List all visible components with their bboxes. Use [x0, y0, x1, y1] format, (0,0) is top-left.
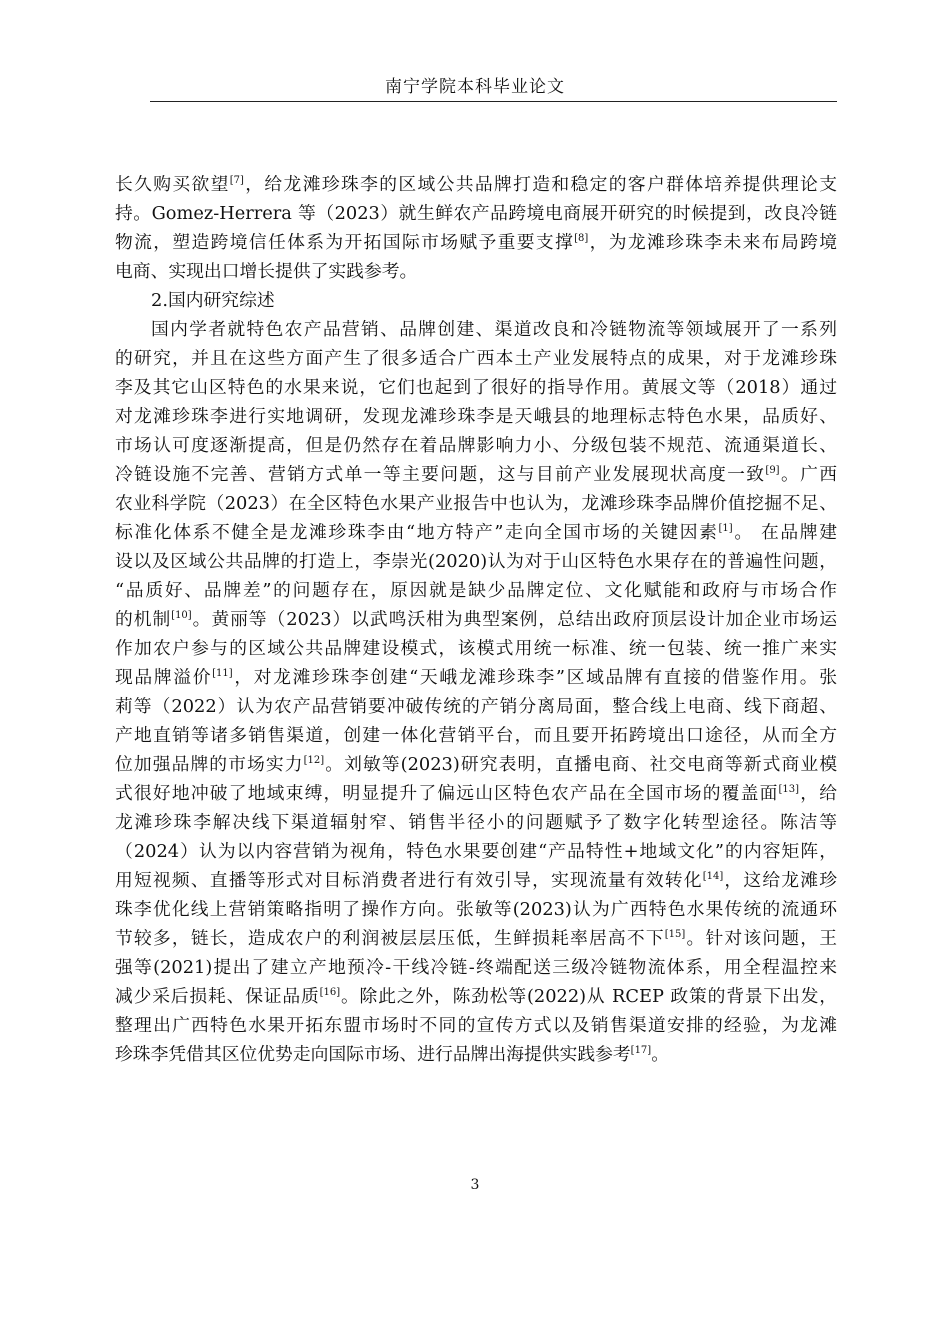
text-segment: 电商、实现出口增长提供了实践参考。 — [115, 261, 418, 282]
text-line — [115, 808, 837, 837]
text-segment: ，对龙滩珍珠李创建“天峨龙滩珍珠李”区域品牌有直接的借鉴作用。张 — [232, 667, 837, 688]
text-segment: 节较多，链长，造成农户的利润被层层压低，生鲜损耗率居高不下 — [115, 928, 665, 949]
text-segment: 。除此之外，陈劲松等(2022)从 RCEP 政策的背景下出发， — [340, 986, 837, 1007]
text-line — [115, 953, 837, 982]
citation-marker: [10] — [171, 610, 192, 621]
text-segment: 式很好地冲破了地域束缚，明显提升了偏远山区特色农产品在全国市场的覆盖面 — [115, 783, 779, 804]
text-segment: 。针对该问题，王 — [685, 928, 837, 949]
text-segment: 2.国内研究综述 — [151, 290, 275, 311]
text-line — [115, 170, 837, 199]
citation-marker: [16] — [319, 987, 341, 998]
text-line — [115, 692, 837, 721]
text-segment: ，这给龙滩珍 — [723, 870, 837, 891]
header-divider — [150, 101, 837, 102]
text-line — [115, 634, 837, 663]
text-segment: 产地直销等诸多销售渠道，创建一体化营销平台，而且要开拓跨境出口途径，从而全方 — [115, 725, 837, 746]
text-line — [115, 199, 837, 228]
text-segment: “品质好、品牌差”的问题存在，原因就是缺少品牌定位、文化赋能和政府与市场合作 — [115, 580, 837, 601]
citation-marker: [11] — [212, 668, 233, 679]
text-line — [115, 460, 837, 489]
text-line — [115, 489, 837, 518]
citation-marker: [14] — [702, 871, 724, 882]
text-line — [115, 605, 837, 634]
text-line — [115, 315, 837, 344]
text-segment: 用短视频、直播等形式对目标消费者进行有效引导，实现流量有效转化 — [115, 870, 703, 891]
text-segment: 农业科学院（2023）在全区特色水果产业报告中也认为，龙滩珍珠李品牌价值挖掘不足、 — [115, 493, 837, 514]
page-number: 3 — [470, 1177, 480, 1193]
text-segment: 市场认可度逐渐提高，但是仍然存在着品牌影响力小、分级包装不规范、流通渠道长、 — [115, 435, 837, 456]
text-segment: 现品牌溢价 — [115, 667, 213, 688]
text-line — [115, 344, 837, 373]
citation-marker: [9] — [765, 465, 780, 476]
text-segment: ，为龙滩珍珠李未来布局跨境 — [588, 232, 837, 253]
text-line — [115, 576, 837, 605]
text-line — [115, 663, 837, 692]
text-segment: 标准化体系不健全是龙滩珍珠李由“地方特产”走向全国市场的关键因素 — [115, 522, 719, 543]
text-segment: 。广西 — [779, 464, 837, 485]
text-line — [115, 837, 837, 866]
text-segment: 。 — [651, 1044, 669, 1065]
text-segment: 设以及区域公共品牌的打造上，李崇光(2020)认为对于山区特色水果存在的普遍性问题， — [115, 551, 837, 572]
text-segment: 莉等（2022）认为农产品营销要冲破传统的产销分离局面，整合线上电商、线下商超、 — [115, 696, 837, 717]
text-line — [115, 431, 837, 460]
text-line — [115, 1011, 837, 1040]
header-title: 南宁学院本科毕业论文 — [385, 77, 565, 97]
text-line — [115, 750, 837, 779]
text-segment: 对龙滩珍珠李进行实地调研，发现龙滩珍珠李是天峨县的地理标志特色水果，品质好、 — [115, 406, 837, 427]
text-segment: 作加农户参与的区域公共品牌建设模式，该模式用统一标准、统一包装、统一推广来实 — [115, 638, 837, 659]
text-segment: 龙滩珍珠李解决线下渠道辐射窄、销售半径小的问题赋予了数字化转型途径。陈洁等 — [115, 812, 837, 833]
citation-marker: [8] — [574, 233, 589, 244]
text-line — [115, 228, 837, 257]
text-segment: 整理出广西特色水果开拓东盟市场时不同的宣传方式以及销售渠道安排的经验，为龙滩 — [115, 1015, 837, 1036]
citation-marker: [7] — [229, 175, 244, 186]
text-line — [115, 547, 837, 576]
text-line — [115, 779, 837, 808]
text-segment: 。刘敏等(2023)研究表明，直播电商、社交电商等新式商业模 — [324, 754, 837, 775]
text-segment: 的研究，并且在这些方面产生了很多适合广西本土产业发展特点的成果，对于龙滩珍珠 — [115, 348, 837, 369]
text-line — [115, 924, 837, 953]
text-segment: 位加强品牌的市场实力 — [115, 754, 304, 775]
text-segment: 李及其它山区特色的水果来说，它们也起到了很好的指导作用。黄展文等（2018）通过 — [115, 377, 837, 398]
citation-marker: [12] — [303, 755, 325, 766]
text-line — [115, 721, 837, 750]
text-segment: 持。Gomez-Herrera 等（2023）就生鲜农产品跨境电商展开研究的时候提到，改良冷链 — [115, 203, 837, 224]
text-segment: （2024）认为以内容营销为视角，特色水果要创建“产品特性+地域文化”的内容矩阵， — [115, 841, 837, 862]
text-segment: 冷链设施不完善、营销方式单一等主要问题，这与目前产业发展现状高度一致 — [115, 464, 766, 485]
citation-marker: [1] — [718, 523, 733, 534]
text-segment: 。黄丽等（2023）以武鸣沃柑为典型案例，总结出政府顶层设计加企业市场运 — [191, 609, 837, 630]
text-segment: 强等(2021)提出了建立产地预冷-干线冷链-终端配送三级冷链物流体系，用全程温控来 — [115, 957, 837, 978]
text-line — [115, 982, 837, 1011]
text-segment: 。 在品牌建 — [732, 522, 837, 543]
citation-marker: [15] — [664, 929, 686, 940]
text-line — [115, 1040, 837, 1069]
text-line — [115, 895, 837, 924]
text-line — [115, 866, 837, 895]
text-line — [115, 257, 837, 286]
text-segment: ，给 — [799, 783, 837, 804]
text-segment: 物流，塑造跨境信任体系为开拓国际市场赋予重要支撑 — [115, 232, 575, 253]
citation-marker: [13] — [778, 784, 800, 795]
text-segment: ，给龙滩珍珠李的区域公共品牌打造和稳定的客户群体培养提供理论支 — [243, 174, 837, 195]
text-segment: 长久购买欲望 — [115, 174, 230, 195]
text-line — [115, 402, 837, 431]
text-line — [115, 518, 837, 547]
text-line — [115, 373, 837, 402]
text-segment: 珠李优化线上营销策略指明了操作方向。张敏等(2023)认为广西特色水果传统的流通环 — [115, 899, 837, 920]
text-segment: 减少采后损耗、保证品质 — [115, 986, 320, 1007]
body-text — [115, 170, 837, 1069]
section-heading — [115, 286, 837, 315]
text-segment: 的机制 — [115, 609, 172, 630]
text-segment: 国内学者就特色农产品营销、品牌创建、渠道改良和冷链物流等领域展开了一系列 — [151, 319, 837, 340]
citation-marker: [17] — [630, 1045, 652, 1056]
text-segment: 珍珠李凭借其区位优势走向国际市场、进行品牌出海提供实践参考 — [115, 1044, 631, 1065]
